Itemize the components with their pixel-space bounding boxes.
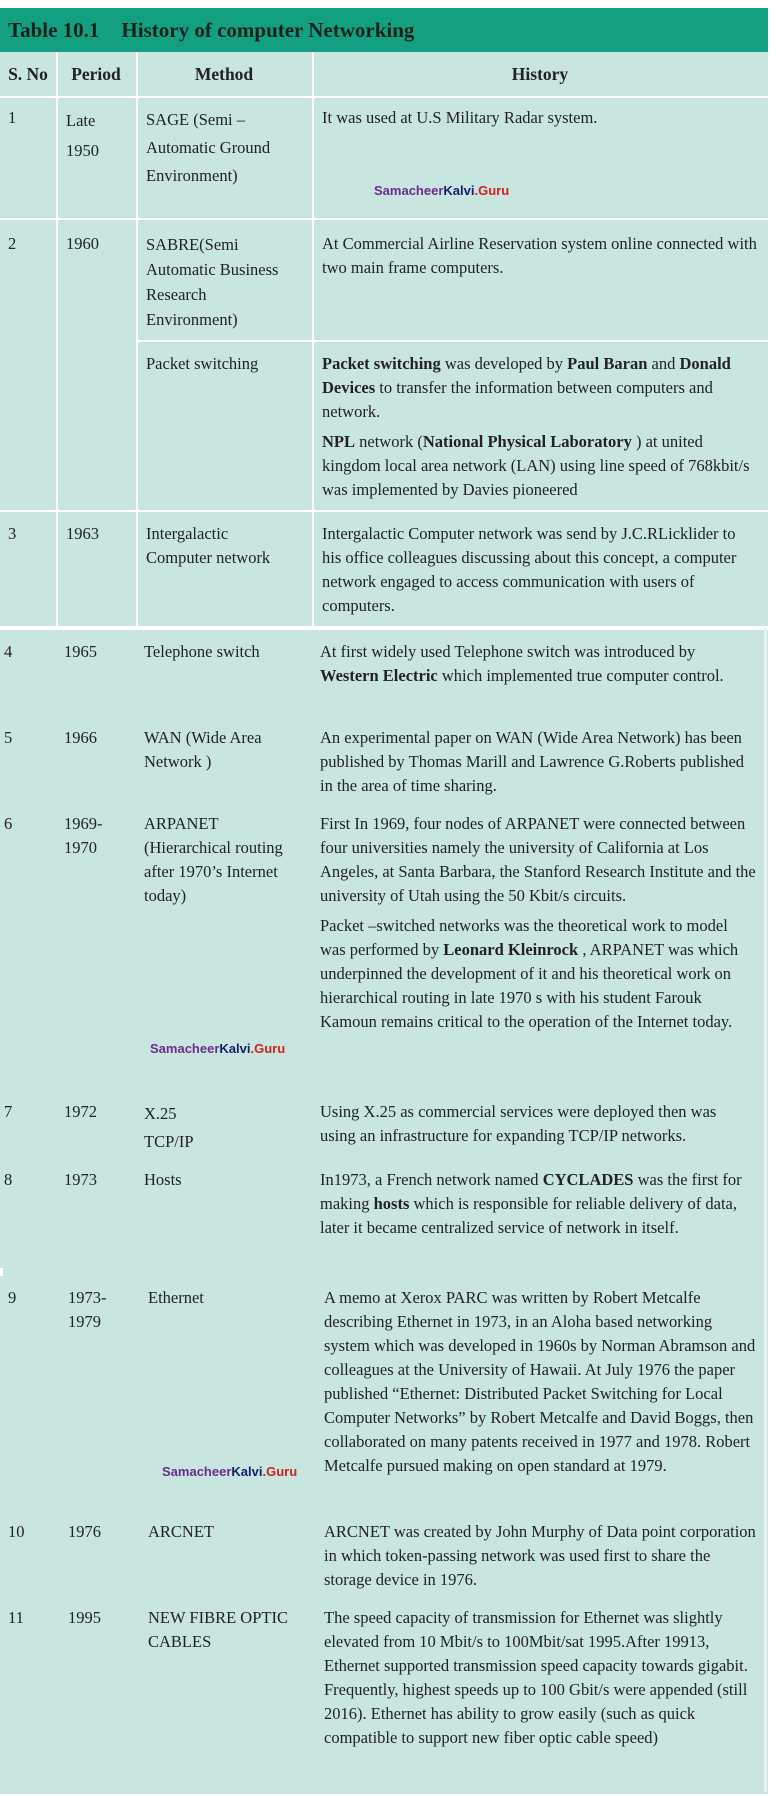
row6-history-para1: First In 1969, four nodes of ARPANET were connected between four universities namely the university of California at Los Angeles, at Santa Barbara, the Stanford Research Institute and the university of Utah using the 50 Kbit/s circuits. xyxy=(320,814,756,905)
row1-period: Late 1950 xyxy=(66,111,99,160)
grid-line xyxy=(138,340,768,342)
row8-method: Hosts xyxy=(144,1170,182,1189)
row5-method: WAN (Wide Area Network ) xyxy=(144,728,262,771)
row6-method: ARPANET (Hierarchical routing after 1970’s Internet today) xyxy=(144,814,283,905)
row1-history: It was used at U.S Military Radar system. xyxy=(322,108,598,127)
row9-sno: 9 xyxy=(8,1288,17,1307)
row1-method: SAGE (Semi – Automatic Ground Environment) xyxy=(146,110,271,185)
row8-period: 1973 xyxy=(64,1170,97,1189)
row4-sno: 4 xyxy=(4,642,13,661)
row2-sno: 2 xyxy=(8,234,17,253)
row8-sno: 8 xyxy=(4,1170,13,1189)
grid-line xyxy=(0,96,768,98)
row2b-history: Packet switching was developed by Paul Baran and Donald Devices to transfer the information between computers and network. NPL network (National Physical Laboratory ) at united kingdom local area network (LAN) using line speed of 768kbit/s was implemented by Davies pioneered xyxy=(322,354,750,499)
grid-line xyxy=(0,510,768,512)
history-table xyxy=(0,8,768,1794)
row11-period: 1995 xyxy=(68,1608,101,1627)
row7-history: Using X.25 as commercial services were deployed then was using an infrastructure for expanding TCP/IP networks. xyxy=(320,1102,717,1145)
row4-period: 1965 xyxy=(64,642,97,661)
row9-history: A memo at Xerox PARC was written by Robert Metcalfe describing Ethernet in 1973, in an Aloha based networking system which was developed in 1960s by Norman Abramson and colleagues at the University of Hawaii. At July 1976 the paper published “Ethernet: Distributed Packet Switching for Local Computer Networks” by Robert Metcalfe and David Boggs, then collaborated on many patents received in 1977 and 1978. Robert Metcalfe pursued making on open standard at 1979. xyxy=(324,1288,756,1475)
row3-method: Intergalactic Computer network xyxy=(146,524,271,567)
row11-method: NEW FIBRE OPTIC CABLES xyxy=(148,1608,288,1651)
row2-period: 1960 xyxy=(66,234,99,253)
row5-history: An experimental paper on WAN (Wide Area Network) has been published by Thomas Marill and Lawrence G.Roberts published in the area of time sharing. xyxy=(320,728,745,795)
row6-history xyxy=(320,812,756,1040)
header-period: Period xyxy=(71,64,121,84)
row6-sno: 6 xyxy=(4,814,13,833)
row3-period: 1963 xyxy=(66,524,99,543)
header-method: Method xyxy=(194,64,254,84)
row4-method: Telephone switch xyxy=(144,642,260,661)
row3-history: Intergalactic Computer network was send by J.C.RLicklider to his office colleagues discussing about this concept, a computer network engaged to access communication with users of computers. xyxy=(322,524,737,615)
row1-sno: 1 xyxy=(8,108,17,127)
table-number: Table 10.1 xyxy=(8,18,100,42)
row11-sno: 11 xyxy=(8,1608,24,1627)
row2b-method: Packet switching xyxy=(146,354,259,373)
row2-method: SABRE(Semi Automatic Business Research Environment) xyxy=(146,235,279,329)
grid-line xyxy=(764,628,767,1792)
row7-period: 1972 xyxy=(64,1102,97,1121)
row11-history: The speed capacity of transmission for Ethernet was slightly elevated from 10 Mbit/s to 100Mbit/sat 1995.After 19913, Ethernet supported transmission speed capacity towards gigabit. Frequently, highest speeds up to 100 Gbit/s were appended (still 2016). Ethernet has ability to grow easily (such as quick compatible to support new fiber optic cable speed) xyxy=(324,1608,748,1747)
row8-history: In1973, a French network named CYCLADES was the first for making hosts which is responsible for reliable delivery of data, later it became centralized service of network in itself. xyxy=(320,1170,742,1237)
grid-line xyxy=(0,1268,3,1276)
row6-period: 1969- 1970 xyxy=(64,814,103,857)
header-sno: S. No xyxy=(8,64,48,84)
row6-history-para2: Packet –switched networks was the theoretical work to model was performed by Leonard Kleinrock , ARPANET was which underpinned the development of it and his theoretical work on hierarchical routing in late 1970 s with his student Farouk Kamoun remains critical to the operation of the Internet today. xyxy=(320,916,739,1031)
samacheer-logo-1: SamacheerKalvi.Guru xyxy=(374,183,510,198)
row5-sno: 5 xyxy=(4,728,13,747)
row10-method: ARCNET xyxy=(148,1522,214,1541)
row3-sno: 3 xyxy=(8,524,17,543)
row7-sno: 7 xyxy=(4,1102,13,1121)
row5-period: 1966 xyxy=(64,728,97,747)
grid-line xyxy=(312,52,314,628)
grid-line xyxy=(56,52,58,628)
header-history: History xyxy=(511,64,569,84)
row9-period: 1973- 1979 xyxy=(68,1288,107,1331)
samacheer-logo-3: SamacheerKalvi.Guru xyxy=(162,1464,298,1479)
table-title xyxy=(0,8,768,52)
row4-history: At first widely used Telephone switch was introduced by Western Electric which implemented true computer control. xyxy=(320,642,724,685)
row9-method: Ethernet xyxy=(148,1288,204,1307)
samacheer-logo-2: SamacheerKalvi.Guru xyxy=(150,1041,286,1056)
table-title-text: History of computer Networking xyxy=(121,18,415,42)
row10-history: ARCNET was created by John Murphy of Data point corporation in which token-passing network was used first to share the storage device in 1976. xyxy=(324,1522,756,1589)
row10-sno: 10 xyxy=(8,1522,25,1541)
grid-line xyxy=(0,626,768,630)
grid-line xyxy=(136,52,138,628)
row10-period: 1976 xyxy=(68,1522,101,1541)
row2-history: At Commercial Airline Reservation system online connected with two main frame computers. xyxy=(322,234,757,277)
row7-method: X.25 TCP/IP xyxy=(144,1104,194,1151)
grid-line xyxy=(0,218,768,220)
